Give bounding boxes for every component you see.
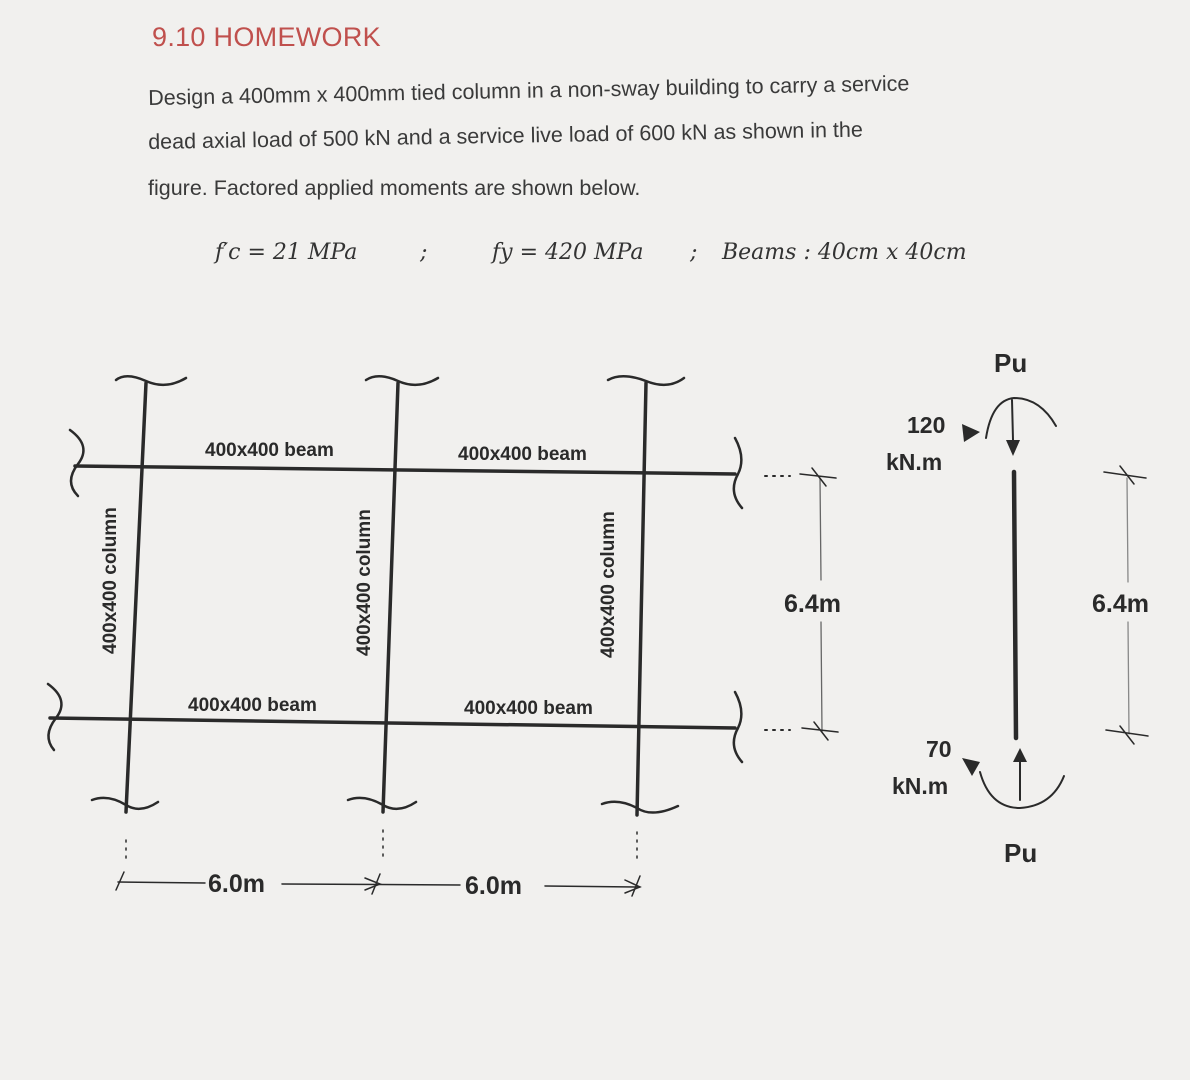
right-column-line [637,383,646,815]
free-body-column-line [1014,472,1016,738]
left-column-line [126,383,146,812]
axial-load-top-label: Pu [994,348,1028,378]
upper-right-beam-label: 400x400 beam [458,444,587,465]
middle-column-label: 400x400 column [354,509,375,656]
lower-left-beam-label: 400x400 beam [188,695,317,716]
left-column-label: 400x400 column [100,507,121,654]
separator-2: ; [690,240,698,265]
fc-value: f′c = 21 MPa [215,240,358,265]
lower-right-beam-label: 400x400 beam [464,698,593,719]
frame-height-label: 6.4m [784,590,841,618]
beam-size: Beams : 40cm x 40cm [722,240,967,265]
problem-line-1: Design a 400mm x 400mm tied column in a non-sway building to carry a service [148,71,910,110]
moment-top-unit: kN.m [886,449,943,475]
upper-left-beam-label: 400x400 beam [205,440,334,461]
span-right-label: 6.0m [465,872,522,900]
free-body-height-label: 6.4m [1092,590,1149,618]
axial-load-bottom-label: Pu [1004,838,1038,868]
fy-value: fy = 420 MPa [492,240,644,265]
top-axial-arrow-icon [1006,440,1020,456]
right-column-label: 400x400 column [598,511,619,658]
bottom-axial-arrow-icon [1013,748,1027,762]
moment-bottom-unit: kN.m [892,773,949,799]
problem-line-2: dead axial load of 500 kN and a service live load of 600 kN as shown in the [148,117,864,154]
problem-line-3: figure. Factored applied moments are shown below. [148,176,641,200]
span-left-label: 6.0m [208,870,265,898]
upper-beam-line [75,466,735,474]
moment-bottom-value: 70 [926,736,952,762]
top-moment-arrow-icon [962,424,980,442]
separator-1: ; [420,240,428,265]
bottom-moment-arrow-icon [962,758,980,776]
moment-top-value: 120 [907,412,946,438]
middle-column-line [383,383,398,812]
section-title: 9.10 HOMEWORK [152,22,381,52]
lower-beam-line [50,718,735,728]
